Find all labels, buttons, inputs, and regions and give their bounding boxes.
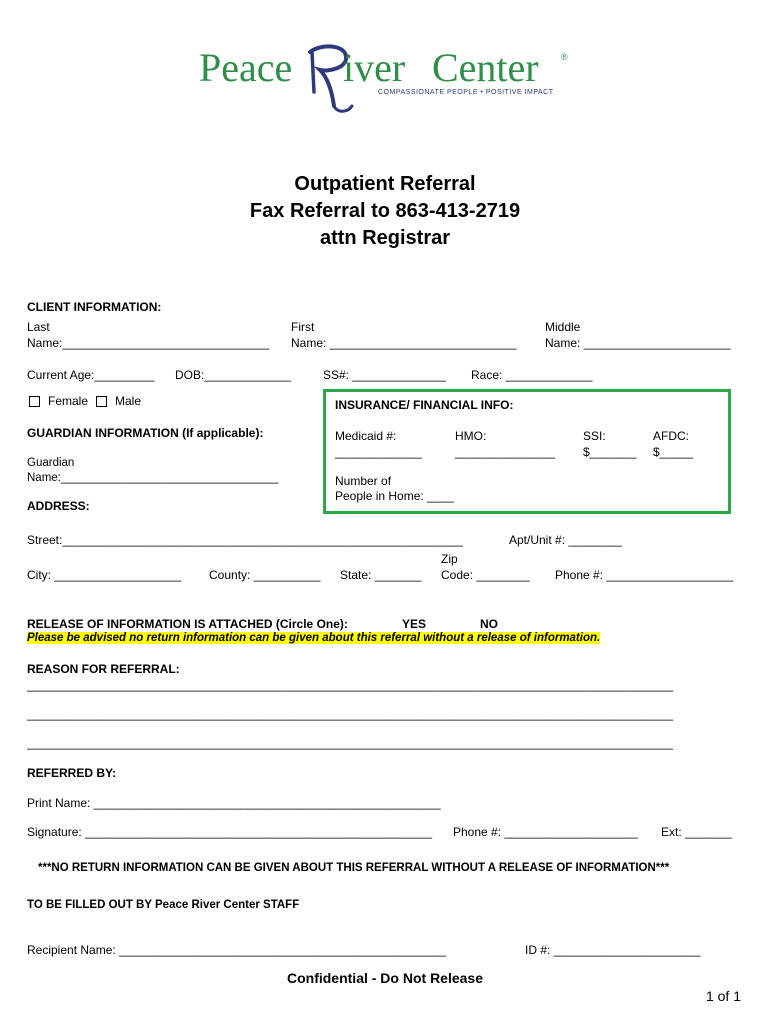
referred-by-heading: REFERRED BY:	[27, 766, 117, 780]
page-title-line-2: Fax Referral to 863-413-2719	[249, 200, 521, 222]
reason-line-1[interactable]: _____________________________________________________________________________________________________	[27, 680, 673, 692]
staff-id-field[interactable]: ID #: ______________________	[525, 943, 701, 957]
no-return-warning: ***NO RETURN INFORMATION CAN BE GIVEN ABOUT THIS REFERRAL WITHOUT A RELEASE OF INFORMATION***	[38, 862, 670, 874]
client-information-heading: CLIENT INFORMATION:	[27, 300, 162, 314]
logo-registered-mark: ®	[561, 52, 568, 62]
afdc-label: AFDC:	[653, 429, 689, 443]
insurance-heading: INSURANCE/ FINANCIAL INFO:	[335, 398, 514, 412]
release-label: RELEASE OF INFORMATION IS ATTACHED (Circle One):	[27, 617, 348, 631]
release-no-option[interactable]: NO	[480, 617, 498, 631]
logo-tagline: COMPASSIONATE PEOPLE • POSITIVE IMPACT	[378, 89, 554, 96]
release-notice: Please be advised no return information can be given about this referral without a release of information.	[27, 632, 601, 644]
signature-field[interactable]: Signature: ____________________________________________________	[27, 825, 433, 839]
last-name-field[interactable]: Name:_______________________________	[27, 336, 270, 350]
county-field[interactable]: County: __________	[209, 568, 321, 582]
zip-code-field[interactable]: Code: ________	[441, 568, 530, 582]
staff-heading: TO BE FILLED OUT BY Peace River Center STAFF	[27, 899, 300, 911]
people-in-home-label-top: Number of	[335, 474, 392, 488]
ssi-field[interactable]: $_______	[583, 445, 637, 459]
current-age-field[interactable]: Current Age:_________	[27, 368, 155, 382]
reason-line-3[interactable]: _____________________________________________________________________________________________________	[27, 738, 673, 750]
guardian-name-label-top: Guardian	[27, 457, 75, 469]
middle-name-label-top: Middle	[545, 320, 581, 334]
release-yes-option[interactable]: YES	[402, 617, 427, 631]
confidential-footer: Confidential - Do Not Release	[286, 970, 484, 986]
address-heading: ADDRESS:	[27, 499, 90, 513]
phone-field[interactable]: Phone #: ___________________	[555, 568, 734, 582]
first-name-field[interactable]: Name: ____________________________	[291, 336, 517, 350]
guardian-heading: GUARDIAN INFORMATION (If applicable):	[27, 426, 264, 440]
afdc-field[interactable]: $_____	[653, 445, 694, 459]
hmo-field[interactable]: _______________	[455, 445, 556, 459]
ss-field[interactable]: SS#: ______________	[323, 368, 446, 382]
hmo-label: HMO:	[455, 429, 487, 443]
page-number: 1 of 1	[705, 988, 741, 1004]
logo-word-center: Center	[432, 45, 539, 90]
recipient-name-field[interactable]: Recipient Name: _________________________________________________	[27, 943, 447, 957]
page-title-line-3: attn Registrar	[319, 227, 451, 249]
guardian-name-field[interactable]: Name:__________________________________	[27, 472, 279, 484]
apt-unit-field[interactable]: Apt/Unit #: ________	[509, 533, 622, 547]
medicaid-field[interactable]: _____________	[335, 445, 422, 459]
people-in-home-field[interactable]: People in Home: ____	[335, 489, 454, 503]
page-title-line-1: Outpatient Referral	[294, 173, 476, 195]
reason-heading: REASON FOR REFERRAL:	[27, 662, 180, 676]
last-name-label-top: Last	[27, 320, 50, 334]
print-name-field[interactable]: Print Name: ____________________________________________________	[27, 796, 441, 810]
logo-word-iver: iver	[343, 45, 406, 90]
medicaid-label: Medicaid #:	[335, 429, 397, 443]
first-name-label-top: First	[291, 320, 315, 334]
female-label: Female	[48, 394, 89, 408]
male-label: Male	[115, 394, 142, 408]
referrer-ext-field[interactable]: Ext: _______	[661, 825, 732, 839]
street-field[interactable]: Street:____________________________________________________________	[27, 533, 463, 547]
middle-name-field[interactable]: Name: ______________________	[545, 336, 731, 350]
referrer-phone-field[interactable]: Phone #: ____________________	[453, 825, 638, 839]
ssi-label: SSI:	[583, 429, 606, 443]
female-checkbox[interactable]	[29, 396, 40, 407]
dob-field[interactable]: DOB:_____________	[175, 368, 292, 382]
state-field[interactable]: State: _______	[340, 568, 422, 582]
logo-word-peace: Peace	[199, 45, 293, 90]
race-field[interactable]: Race: _____________	[471, 368, 593, 382]
city-field[interactable]: City: ___________________	[27, 568, 182, 582]
reason-line-2[interactable]: _____________________________________________________________________________________________________	[27, 709, 673, 721]
zip-label-top: Zip	[441, 552, 458, 566]
male-checkbox[interactable]	[96, 396, 107, 407]
